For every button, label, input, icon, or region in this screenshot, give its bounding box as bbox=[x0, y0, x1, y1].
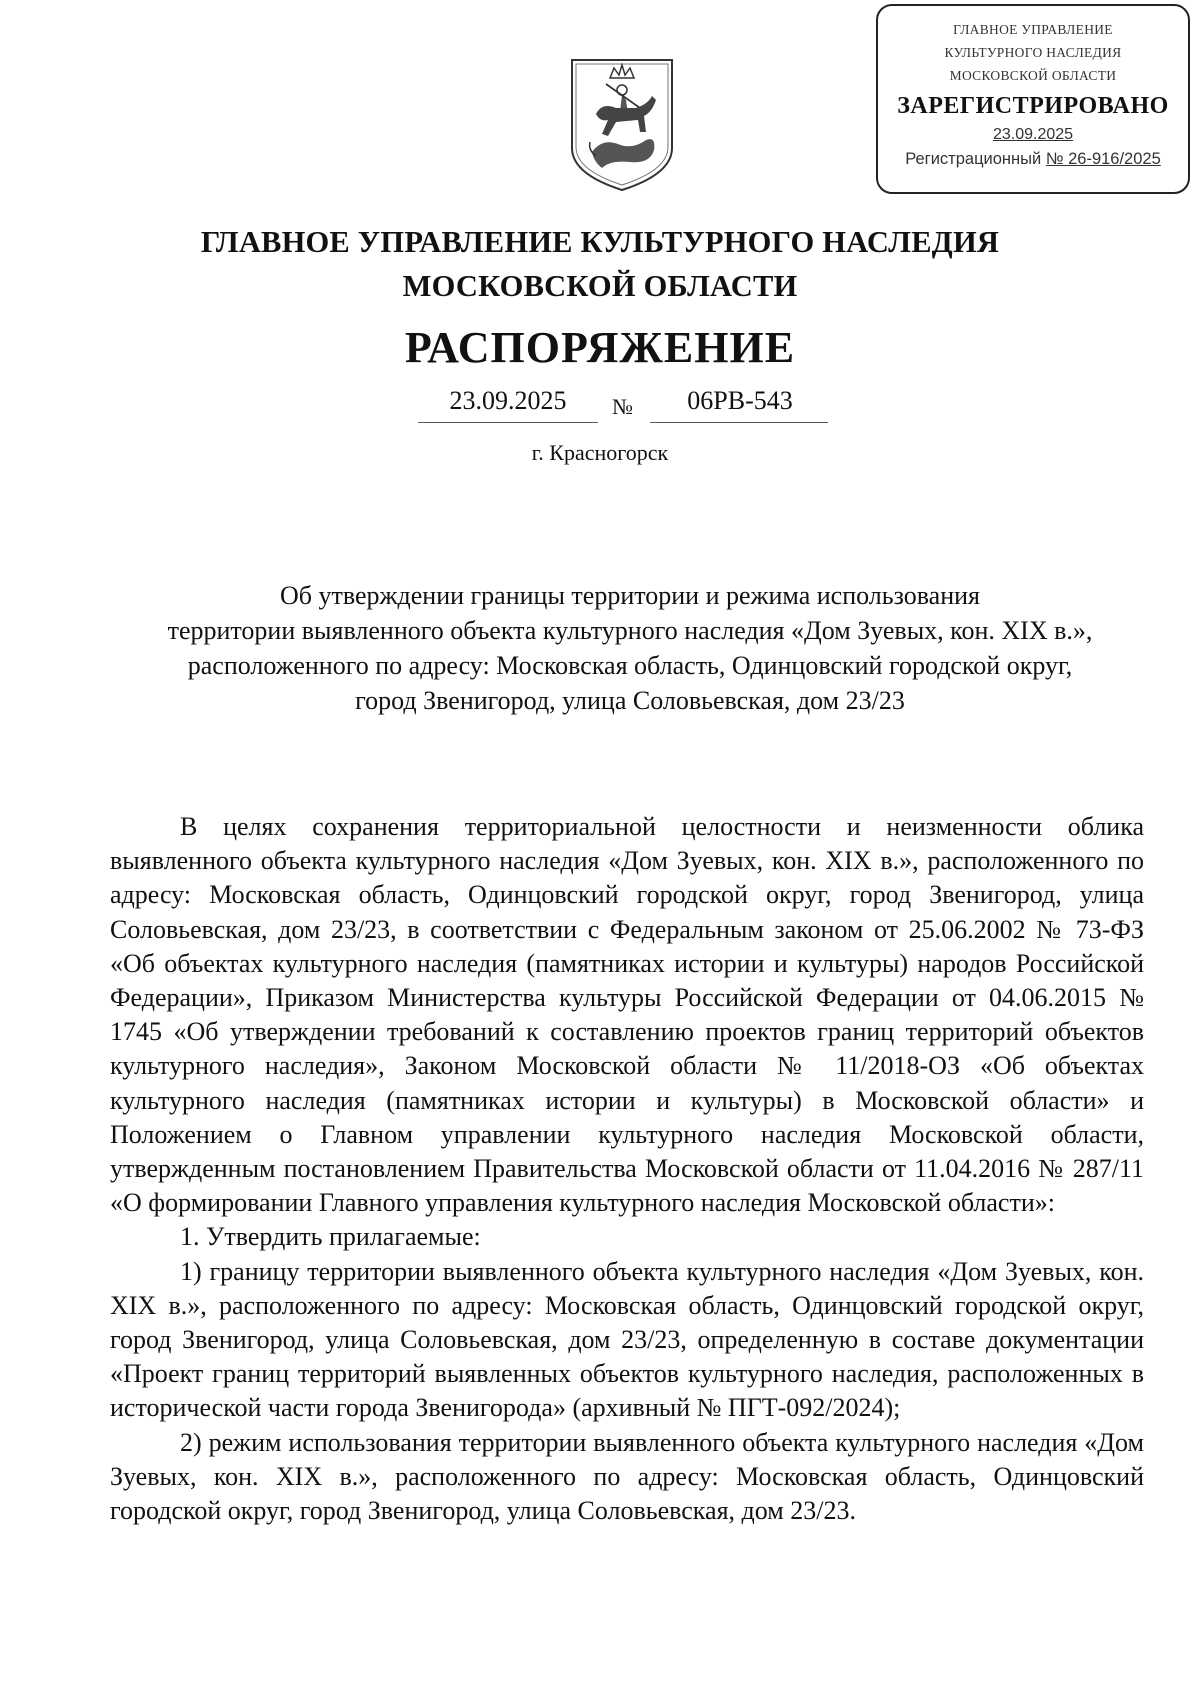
body-item-1-2: 2) режим использования территории выявленного объекта культурного наследия «Дом Зуевых, кон. XIX в.», расположенного по адресу: Московская область, Одинцовский городской округ, город Звенигород, улица Соловьевская, дом 23/23. bbox=[110, 1427, 1144, 1526]
stamp-reg-label: Регистрационный bbox=[905, 150, 1042, 168]
subject-line4: город Звенигород, улица Соловьевская, дом 23/23 bbox=[355, 686, 905, 715]
document-city: г. Красногорск bbox=[531, 440, 669, 465]
stamp-registration bbox=[878, 150, 1188, 169]
body-item-1-1: 1) границу территории выявленного объекта культурного наследия «Дом Зуевых, кон. XIX в.», расположенного по адресу: Московская область, Одинцовский городской округ, город Звенигород, улица Соловьевская, дом 23/23, определенную в составе документации «Проект границ территорий выявленных объектов культурного наследия, расположенных в исторической части города Звенигорода» (архивный № ПГТ-092/2024); bbox=[110, 1256, 1144, 1423]
date-number-line bbox=[0, 386, 1200, 422]
number-underline bbox=[650, 422, 828, 423]
stamp-reg-number: № 26-916/2025 bbox=[1045, 150, 1161, 168]
stamp-org-line3: МОСКОВСКОЙ ОБЛАСТИ bbox=[949, 68, 1117, 83]
document-subject bbox=[110, 578, 1150, 718]
stamp-date: 23.09.2025 bbox=[992, 126, 1074, 143]
subject-line2: территории выявленного объекта культурного наследия «Дом Зуевых, кон. XIX в.», bbox=[167, 616, 1093, 645]
moscow-oblast-coat-of-arms-icon bbox=[566, 56, 678, 194]
organization-title-line2: МОСКОВСКОЙ ОБЛАСТИ bbox=[402, 269, 798, 303]
registration-stamp bbox=[876, 4, 1190, 194]
body-item-1: 1. Утвердить прилагаемые: bbox=[180, 1222, 481, 1252]
document-date: 23.09.2025 bbox=[449, 386, 567, 415]
subject-line1: Об утверждении границы территории и режима использования bbox=[280, 581, 980, 610]
organization-title bbox=[0, 220, 1200, 308]
stamp-organization bbox=[878, 18, 1188, 87]
stamp-org-line1: ГЛАВНОЕ УПРАВЛЕНИЕ bbox=[953, 22, 1113, 37]
organization-title-line1: ГЛАВНОЕ УПРАВЛЕНИЕ КУЛЬТУРНОГО НАСЛЕДИЯ bbox=[200, 225, 1000, 259]
document-type: РАСПОРЯЖЕНИЕ bbox=[404, 323, 796, 372]
subject-line3: расположенного по адресу: Московская область, Одинцовский городской округ, bbox=[187, 651, 1073, 680]
date-underline bbox=[418, 422, 598, 423]
body-preamble: В целях сохранения территориальной целостности и неизменности облика выявленного объекта культурного наследия «Дом Зуевых, кон. XIX в.», расположенного по адресу: Московская область, Одинцовский городской округ, город Звенигород, улица Соловьевская, дом 23/23, в соответствии с Федеральным законом от 25.06.2002 № 73-ФЗ «Об объектах культурного наследия (памятниках истории и культуры) народов Российской Федерации», Приказом Министерства культуры Российской Федерации от 04.06.2015 № 1745 «Об утверждении требований к составлению проектов границ территорий объектов культурного наследия», Законом Московской области № 11/2018-ОЗ «Об объектах культурного наследия (памятниках истории и культуры) в Московской области» и Положением о Главном управлении культурного наследия Московской области, утвержденным постановлением Правительства Московской области от 11.04.2016 № 287/11 «О формировании Главного управления культурного наследия Московской области»: bbox=[110, 812, 1144, 1218]
number-sign: № bbox=[612, 394, 633, 419]
stamp-org-line2: КУЛЬТУРНОГО НАСЛЕДИЯ bbox=[944, 45, 1122, 60]
document-number: 06РВ-543 bbox=[687, 386, 793, 415]
document-body bbox=[110, 810, 1144, 1528]
stamp-title: ЗАРЕГИСТРИРОВАНО bbox=[897, 93, 1169, 119]
